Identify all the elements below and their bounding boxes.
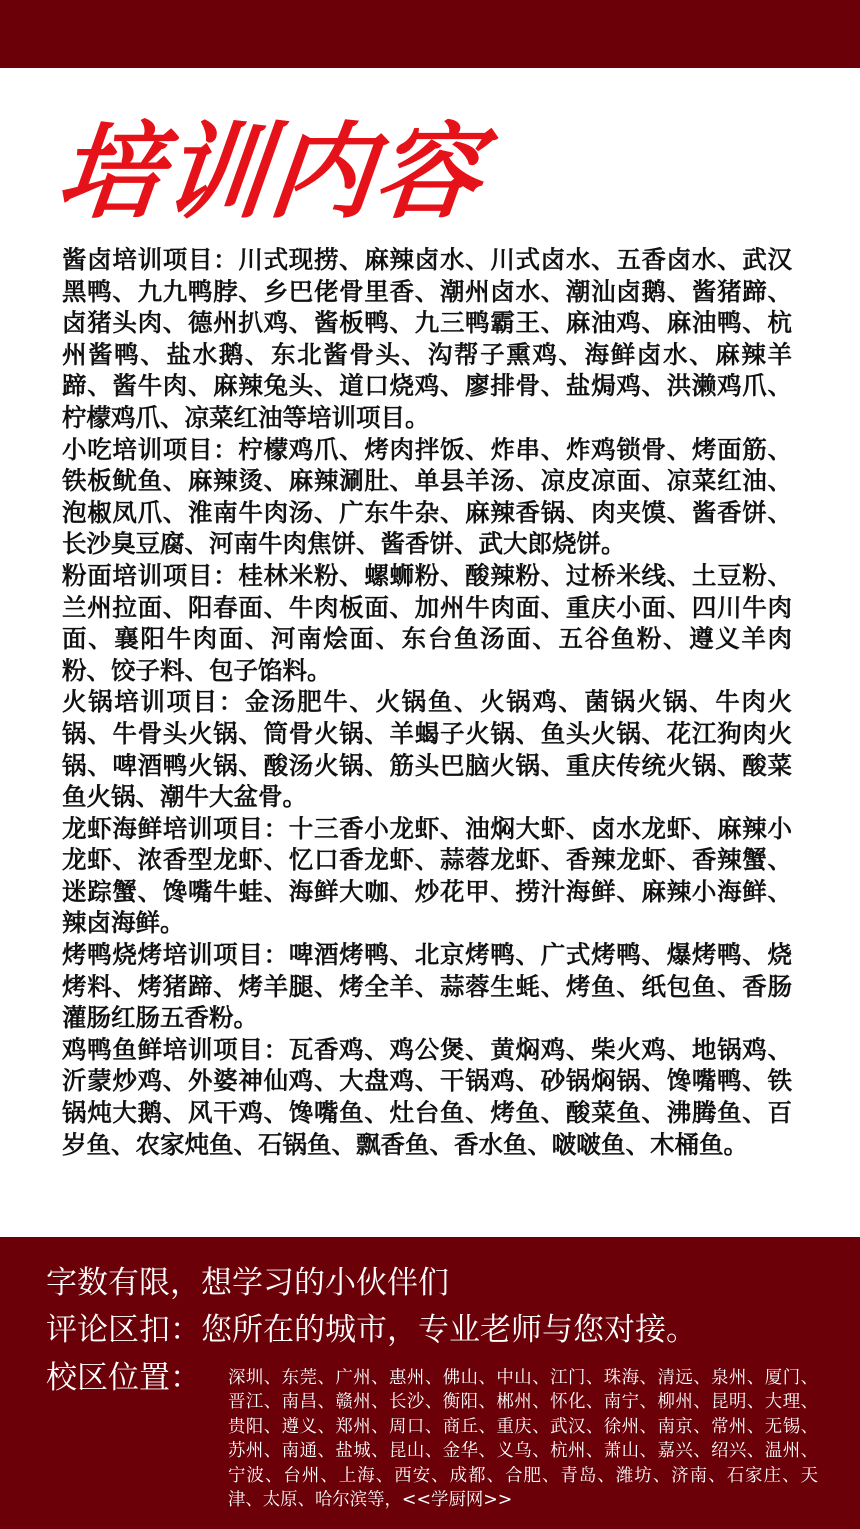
section-hotpot: 火锅培训项目：金汤肥牛、火锅鱼、火锅鸡、菌锅火锅、牛肉火锅、牛骨头火锅、筒骨火锅、羊蝎子火锅、鱼头火锅、花江狗肉火锅、啤酒鸭火锅、酸汤火锅、筋头巴脑火锅、重庆传统火锅、酸菜鱼火锅、潮牛大盆骨。: [62, 687, 792, 812]
section-snacks: 小吃培训项目：柠檬鸡爪、烤肉拌饭、炸串、炸鸡锁骨、烤面筋、铁板鱿鱼、麻辣烫、麻辣涮肚、单县羊汤、凉皮凉面、凉菜红油、泡椒凤爪、淮南牛肉汤、广东牛杂、麻辣香锅、肉夹馍、酱香饼、长沙臭豆腐、河南牛肉焦饼、酱香饼、武大郎烧饼。: [62, 434, 792, 559]
campus-label: 校区位置：: [46, 1360, 201, 1396]
section-crayfish-seafood: 龙虾海鲜培训项目：十三香小龙虾、油焖大虾、卤水龙虾、麻辣小龙虾、浓香型龙虾、忆口香龙虾、蒜蓉龙虾、香辣龙虾、香辣蟹、迷踪蟹、馋嘴牛蛙、海鲜大咖、炒花甲、捞汁海鲜、麻辣小海鲜、辣卤海鲜。: [62, 813, 792, 938]
section-roast-bbq: 烤鸭烧烤培训项目：啤酒烤鸭、北京烤鸭、广式烤鸭、爆烤鸭、烧烤料、烤猪蹄、烤羊腿、烤全羊、蒜蓉生蚝、烤鱼、纸包鱼、香肠灌肠红肠五香粉。: [62, 940, 792, 1033]
footer-panel: [0, 1237, 860, 1529]
training-content: [62, 244, 792, 1160]
footer-line-limited: 字数有限，想学习的小伙伴们: [46, 1265, 449, 1301]
top-banner: [0, 0, 860, 68]
section-noodles: 粉面培训项目：桂林米粉、螺蛳粉、酸辣粉、过桥米线、土豆粉、兰州拉面、阳春面、牛肉板面、加州牛肉面、重庆小面、四川牛肉面、襄阳牛肉面、河南烩面、东台鱼汤面、五谷鱼粉、遵义羊肉粉、饺子料、包子馅料。: [62, 560, 792, 685]
section-poultry-fish: 鸡鸭鱼鲜培训项目：瓦香鸡、鸡公煲、黄焖鸡、柴火鸡、地锅鸡、沂蒙炒鸡、外婆神仙鸡、大盘鸡、干锅鸡、砂锅焖锅、馋嘴鸭、铁锅炖大鹅、风干鸡、馋嘴鱼、灶台鱼、烤鱼、酸菜鱼、沸腾鱼、百岁鱼、农家炖鱼、石锅鱼、飘香鱼、香水鱼、啵啵鱼、木桶鱼。: [62, 1034, 792, 1159]
section-braised: 酱卤培训项目：川式现捞、麻辣卤水、川式卤水、五香卤水、武汉黑鸭、九九鸭脖、乡巴佬骨里香、潮州卤水、潮汕卤鹅、酱猪蹄、卤猪头肉、德州扒鸡、酱板鸭、九三鸭霸王、麻油鸡、麻油鸭、杭州酱鸭、盐水鹅、东北酱骨头、沟帮子熏鸡、海鲜卤水、麻辣羊蹄、酱牛肉、麻辣兔头、道口烧鸡、廖排骨、盐焗鸡、洪濑鸡爪、柠檬鸡爪、凉菜红油等培训项目。: [62, 245, 792, 432]
page-title: 培训内容: [51, 111, 489, 233]
footer-line-comment: 评论区扣：您所在的城市，专业老师与您对接。: [46, 1312, 697, 1348]
campus-list: 深圳、东莞、广州、惠州、佛山、中山、江门、珠海、清远、泉州、厦门、晋江、南昌、赣州、长沙、衡阳、郴州、怀化、南宁、柳州、昆明、大理、贵阳、遵义、郑州、周口、商丘、重庆、武汉、徐州、南京、常州、无锡、苏州、南通、盐城、昆山、金华、义乌、杭州、萧山、嘉兴、绍兴、温州、宁波、台州、上海、西安、成都、合肥、青岛、潍坊、济南、石家庄、天津、太原、哈尔滨等，<<学厨网>>: [228, 1368, 818, 1511]
